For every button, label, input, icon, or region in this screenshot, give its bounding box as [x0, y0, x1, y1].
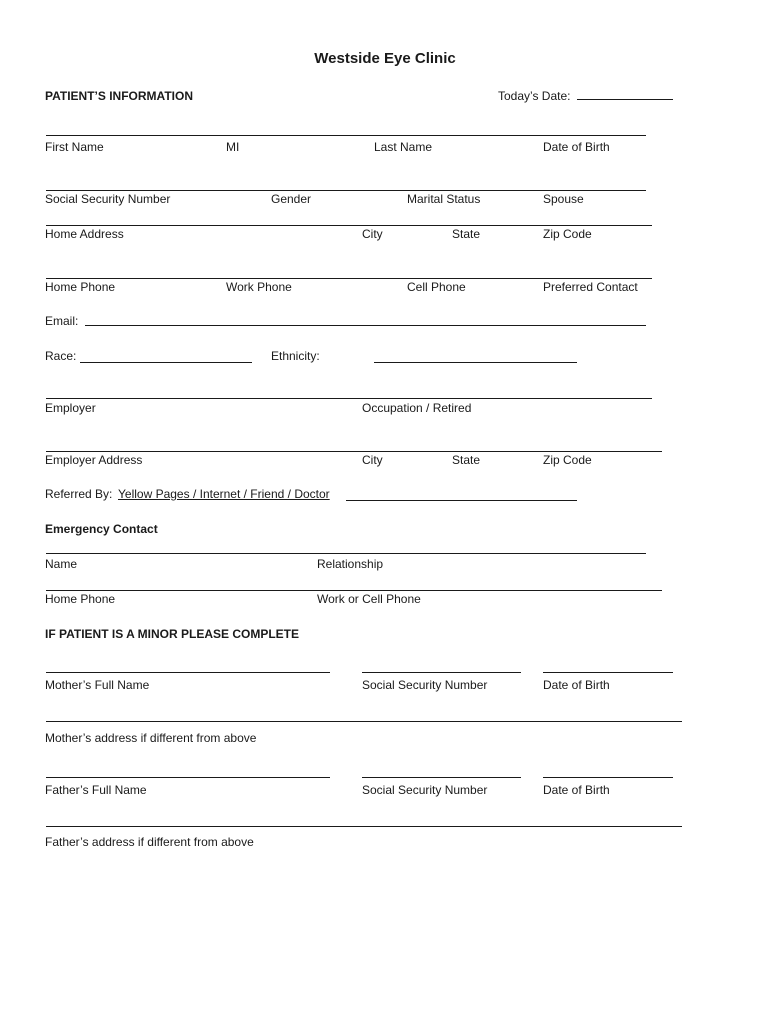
father-ssn-label: Social Security Number [362, 783, 488, 797]
ssn-label: Social Security Number [45, 192, 171, 206]
father-address-field[interactable] [46, 826, 682, 827]
emergency-name-label: Name [45, 557, 78, 571]
preferred-contact-label: Preferred Contact [543, 280, 638, 294]
todays-date-label: Today’s Date: [498, 89, 571, 103]
mother-address-field[interactable] [46, 721, 682, 722]
mother-dob-label: Date of Birth [543, 678, 610, 692]
home-address-label: Home Address [45, 227, 124, 241]
state-label: State [452, 227, 481, 241]
zip-code-label: Zip Code [543, 227, 592, 241]
spouse-label: Spouse [543, 192, 584, 206]
mother-address-label: Mother’s address if different from above [45, 731, 257, 745]
employer-zip-label: Zip Code [543, 453, 592, 467]
city-label: City [362, 227, 383, 241]
email-label: Email: [45, 314, 79, 328]
father-name-field[interactable] [46, 777, 330, 778]
race-label: Race: [45, 349, 77, 363]
race-field[interactable] [80, 362, 252, 363]
cell-phone-label: Cell Phone [407, 280, 466, 294]
employer-city-label: City [362, 453, 383, 467]
mother-name-label: Mother’s Full Name [45, 678, 150, 692]
mother-name-field[interactable] [46, 672, 330, 673]
todays-date-field[interactable] [577, 99, 673, 100]
mi-label: MI [226, 140, 240, 154]
email-field[interactable] [85, 325, 646, 326]
work-phone-label: Work Phone [226, 280, 292, 294]
patient-info-heading: PATIENT’S INFORMATION [45, 89, 193, 103]
emergency-contact-heading: Emergency Contact [45, 522, 158, 536]
ethnicity-label: Ethnicity: [271, 349, 320, 363]
home-phone-label: Home Phone [45, 280, 116, 294]
father-address-label: Father’s address if different from above [45, 835, 254, 849]
first-name-label: First Name [45, 140, 104, 154]
referred-by-label: Referred By: [45, 487, 113, 501]
phone-field-line[interactable] [46, 278, 652, 279]
clinic-title: Westside Eye Clinic [314, 50, 456, 67]
name-dob-field-line[interactable] [46, 135, 646, 136]
mother-ssn-label: Social Security Number [362, 678, 488, 692]
father-name-label: Father’s Full Name [45, 783, 147, 797]
father-dob-label: Date of Birth [543, 783, 610, 797]
employer-field-line[interactable] [46, 398, 652, 399]
employer-address-label: Employer Address [45, 453, 143, 467]
dob-label: Date of Birth [543, 140, 610, 154]
employer-address-field-line[interactable] [46, 451, 662, 452]
emergency-phone-field-line[interactable] [46, 590, 662, 591]
relationship-label: Relationship [317, 557, 384, 571]
occupation-label: Occupation / Retired [362, 401, 472, 415]
referred-by-options[interactable]: Yellow Pages / Internet / Friend / Doctor [118, 487, 330, 501]
father-ssn-field[interactable] [362, 777, 521, 778]
emergency-work-cell-label: Work or Cell Phone [317, 592, 421, 606]
minor-heading: IF PATIENT IS A MINOR PLEASE COMPLETE [45, 627, 300, 641]
employer-state-label: State [452, 453, 481, 467]
mother-dob-field[interactable] [543, 672, 673, 673]
employer-label: Employer [45, 401, 96, 415]
mother-ssn-field[interactable] [362, 672, 521, 673]
referred-by-field[interactable] [346, 500, 577, 501]
marital-status-label: Marital Status [407, 192, 481, 206]
gender-label: Gender [271, 192, 312, 206]
last-name-label: Last Name [374, 140, 433, 154]
ethnicity-field[interactable] [374, 362, 577, 363]
home-address-field-line[interactable] [46, 225, 652, 226]
emergency-name-field-line[interactable] [46, 553, 646, 554]
emergency-home-phone-label: Home Phone [45, 592, 116, 606]
father-dob-field[interactable] [543, 777, 673, 778]
ssn-spouse-field-line[interactable] [46, 190, 646, 191]
